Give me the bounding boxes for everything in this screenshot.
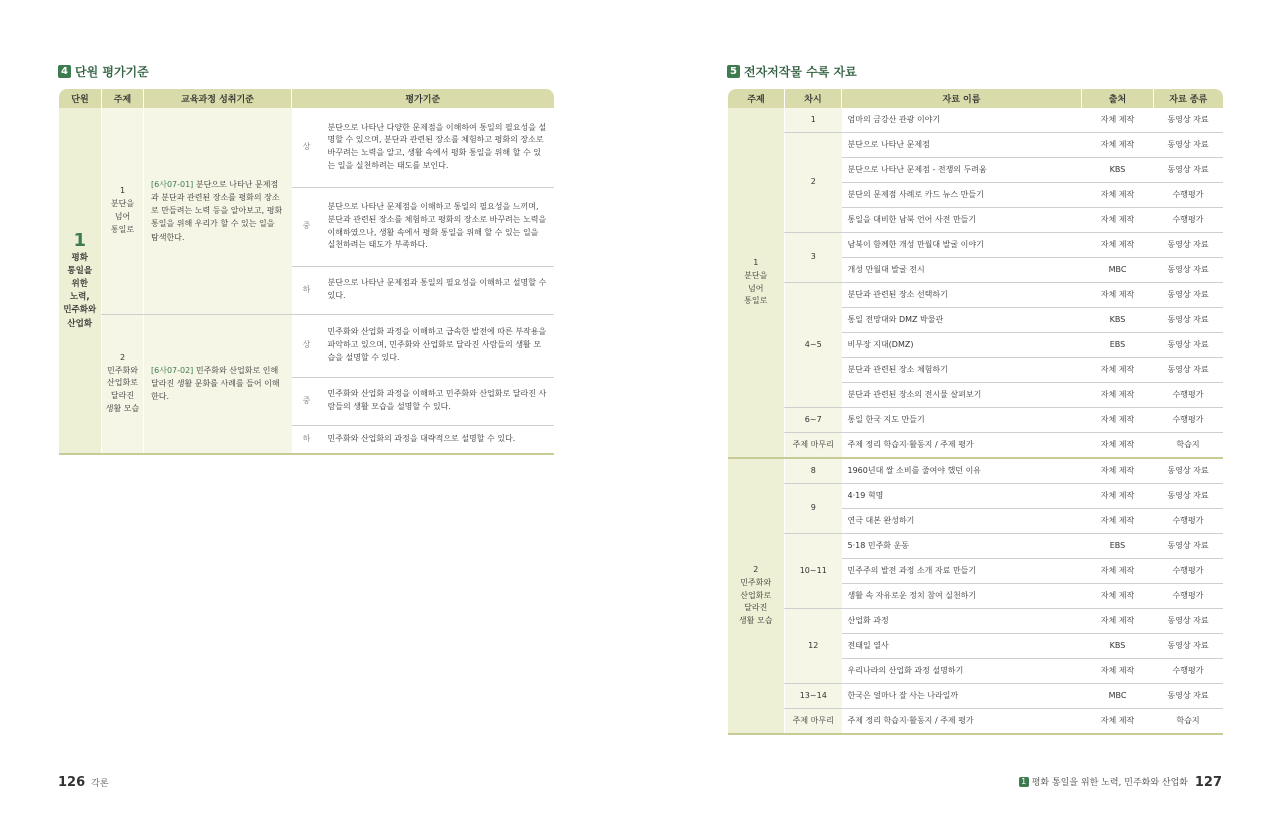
material-name: 분단과 관련된 장소의 전시물 살펴보기 (842, 383, 1082, 408)
material-type: 수행평가 (1154, 509, 1223, 534)
material-source: 자체 제작 (1082, 408, 1154, 433)
material-source: 자체 제작 (1082, 559, 1154, 584)
material-name: 5·18 민주화 운동 (842, 534, 1082, 559)
material-type: 동영상 자료 (1154, 484, 1223, 509)
material-source: 자체 제작 (1082, 484, 1154, 509)
material-source: 자체 제작 (1082, 358, 1154, 383)
left-footer (58, 775, 109, 790)
material-name: 산업화 과정 (842, 609, 1082, 634)
material-name: 분단으로 나타난 문제점 - 전쟁의 두려움 (842, 158, 1082, 183)
right-footer-label: 평화 통일을 위한 노력, 민주화와 산업화 (1031, 778, 1188, 788)
header-topic: 주제 (728, 89, 785, 108)
header-source: 출처 (1082, 89, 1154, 108)
material-type: 동영상 자료 (1154, 133, 1223, 158)
material-source: 자체 제작 (1082, 283, 1154, 308)
session-cell: 2 (785, 133, 842, 233)
criteria-2-high: 민주화와 산업화 과정을 이해하고 급속한 발전에 따른 부작용을 파악하고 있으며, 민주화와 산업화로 달라진 사람들의 생활 모습을 설명할 수 있다. (322, 314, 554, 377)
criteria-1-mid: 분단으로 나타난 문제점을 이해하고 통일의 필요성을 느끼며, 분단과 관련된 장소를 체험하고 평화의 장소로 바꾸려는 노력을 이해하였으나, 생활 속에서 평화 통일을 위해 할 수 있는 일을 실천하려는 태도가 부족하다. (322, 187, 554, 266)
level-2-mid: 중 (292, 377, 322, 425)
material-row (728, 283, 1223, 308)
topic-cell: 1 분단을 넘어 통일로 (728, 108, 785, 458)
material-source: MBC (1082, 684, 1154, 709)
material-name: 주제 정리 학습지·활동지 / 주제 평가 (842, 709, 1082, 735)
left-page-number: 126 (58, 775, 86, 790)
material-name: 민주주의 발전 과정 소개 자료 만들기 (842, 559, 1082, 584)
standard-2-cell (144, 314, 292, 454)
right-page-number: 127 (1194, 775, 1222, 790)
material-row (728, 609, 1223, 634)
material-type: 동영상 자료 (1154, 283, 1223, 308)
material-source: 자체 제작 (1082, 709, 1154, 735)
material-type: 수행평가 (1154, 208, 1223, 233)
material-type: 동영상 자료 (1154, 233, 1223, 258)
standard-1-cell (144, 108, 292, 314)
material-source: 자체 제작 (1082, 133, 1154, 158)
material-type: 수행평가 (1154, 408, 1223, 433)
material-source: MBC (1082, 258, 1154, 283)
material-row (728, 133, 1223, 158)
material-source: 자체 제작 (1082, 458, 1154, 484)
chapter-badge: 1 (1019, 777, 1029, 787)
material-source: KBS (1082, 634, 1154, 659)
standard-1-code: [6사07-01] (151, 179, 194, 189)
session-cell: 13~14 (785, 684, 842, 709)
session-cell: 6~7 (785, 408, 842, 433)
evaluation-criteria-table (58, 89, 554, 455)
digital-materials-table (727, 89, 1223, 735)
level-2-high: 상 (292, 314, 322, 377)
material-type: 동영상 자료 (1154, 258, 1223, 283)
session-cell: 주제 마무리 (785, 709, 842, 735)
section-number-badge: 5 (727, 65, 740, 78)
material-type: 동영상 자료 (1154, 634, 1223, 659)
material-row (728, 484, 1223, 509)
criteria-2-low: 민주화와 산업화의 과정을 대략적으로 설명할 수 있다. (322, 425, 554, 454)
material-name: 1960년대 쌀 소비를 줄여야 했던 이유 (842, 458, 1082, 484)
material-name: 분단과 관련된 장소 체험하기 (842, 358, 1082, 383)
material-source: 자체 제작 (1082, 233, 1154, 258)
material-row (728, 709, 1223, 735)
material-type: 수행평가 (1154, 659, 1223, 684)
material-source: 자체 제작 (1082, 383, 1154, 408)
material-name: 연극 대본 완성하기 (842, 509, 1082, 534)
material-source: 자체 제작 (1082, 584, 1154, 609)
section-number-badge: 4 (58, 65, 71, 78)
session-cell: 9 (785, 484, 842, 534)
section-title-text: 전자저작물 수록 자료 (744, 65, 857, 79)
session-cell: 1 (785, 108, 842, 133)
level-1-mid: 중 (292, 187, 322, 266)
material-name: 분단의 문제점 사례로 카드 뉴스 만들기 (842, 183, 1082, 208)
material-source: 자체 제작 (1082, 433, 1154, 459)
session-cell: 4~5 (785, 283, 842, 408)
session-cell: 12 (785, 609, 842, 684)
material-name: 분단과 관련된 장소 선택하기 (842, 283, 1082, 308)
material-row (728, 108, 1223, 133)
material-name: 통일 전망대와 DMZ 박물관 (842, 308, 1082, 333)
criteria-1-high: 분단으로 나타난 다양한 문제점을 이해하여 통일의 필요성을 설명할 수 있으며, 분단과 관련된 장소를 체험하고 평화의 장소로 바꾸려는 노력을 알고, 생활 속에서 평화 통일을 위해 할 수 있는 일을 실천하려는 태도를 보인다. (322, 108, 554, 187)
material-name: 주제 정리 학습지·활동지 / 주제 평가 (842, 433, 1082, 459)
criteria-2-mid: 민주화와 산업화 과정을 이해하고 민주화와 산업화로 달라진 사람들의 생활 모습을 설명할 수 있다. (322, 377, 554, 425)
level-1-low: 하 (292, 266, 322, 314)
header-material-name: 자료 이름 (842, 89, 1082, 108)
topic-1-cell: 1 분단을 넘어 통일로 (102, 108, 144, 314)
material-type: 동영상 자료 (1154, 333, 1223, 358)
material-row (728, 684, 1223, 709)
material-row (728, 458, 1223, 484)
material-name: 분단으로 나타난 문제점 (842, 133, 1082, 158)
header-standard: 교육과정 성취기준 (144, 89, 292, 108)
section-4-title (58, 63, 149, 80)
material-type: 동영상 자료 (1154, 458, 1223, 484)
criteria-1-low: 분단으로 나타난 문제점과 통일의 필요성을 이해하고 설명할 수 있다. (322, 266, 554, 314)
material-source: KBS (1082, 308, 1154, 333)
material-name: 우리나라의 산업화 과정 설명하기 (842, 659, 1082, 684)
level-2-low: 하 (292, 425, 322, 454)
standard-1-text: 분단으로 나타난 문제점과 분단과 관련된 장소를 평화의 장소로 만들려는 노력 등을 알아보고, 평화 통일을 위해 우리가 할 수 있는 일을 탐색한다. (151, 179, 283, 242)
header-session: 차시 (785, 89, 842, 108)
material-row (728, 233, 1223, 258)
level-1-high: 상 (292, 108, 322, 187)
header-criteria: 평가기준 (292, 89, 554, 108)
header-unit: 단원 (59, 89, 102, 108)
material-name: 엄마의 금강산 관광 이야기 (842, 108, 1082, 133)
left-footer-label: 각론 (91, 779, 109, 789)
material-type: 학습지 (1154, 433, 1223, 459)
unit-cell (59, 108, 102, 454)
materials-body (728, 108, 1223, 734)
material-source: 자체 제작 (1082, 108, 1154, 133)
material-type: 동영상 자료 (1154, 534, 1223, 559)
session-cell: 10~11 (785, 534, 842, 609)
material-type: 학습지 (1154, 709, 1223, 735)
material-source: KBS (1082, 158, 1154, 183)
material-type: 수행평가 (1154, 383, 1223, 408)
material-source: 자체 제작 (1082, 183, 1154, 208)
material-name: 통일을 대비한 남북 언어 사전 만들기 (842, 208, 1082, 233)
material-type: 동영상 자료 (1154, 108, 1223, 133)
material-source: 자체 제작 (1082, 509, 1154, 534)
material-source: 자체 제작 (1082, 659, 1154, 684)
material-type: 동영상 자료 (1154, 308, 1223, 333)
material-row (728, 408, 1223, 433)
material-type: 수행평가 (1154, 183, 1223, 208)
topic-cell: 2 민주화와 산업화로 달라진 생활 모습 (728, 458, 785, 734)
material-name: 4·19 혁명 (842, 484, 1082, 509)
standard-2-text: 민주화와 산업화로 인해 달라진 생활 문화를 사례를 들어 이해한다. (151, 365, 280, 402)
standard-2-code: [6사07-02] (151, 365, 194, 375)
material-name: 비무장 지대(DMZ) (842, 333, 1082, 358)
material-name: 전태일 열사 (842, 634, 1082, 659)
material-source: 자체 제작 (1082, 609, 1154, 634)
topic-2-cell: 2 민주화와 산업화로 달라진 생활 모습 (102, 314, 144, 454)
material-type: 동영상 자료 (1154, 158, 1223, 183)
unit-title: 평화 통일을 위한 노력, 민주화와 산업화 (63, 252, 97, 329)
material-type: 동영상 자료 (1154, 609, 1223, 634)
section-title-text: 단원 평가기준 (75, 65, 149, 79)
material-source: EBS (1082, 534, 1154, 559)
header-topic: 주제 (102, 89, 144, 108)
material-source: 자체 제작 (1082, 208, 1154, 233)
unit-number: 1 (73, 230, 87, 252)
material-name: 생활 속 자유로운 정치 참여 실천하기 (842, 584, 1082, 609)
material-type: 수행평가 (1154, 584, 1223, 609)
session-cell: 3 (785, 233, 842, 283)
material-type: 수행평가 (1154, 559, 1223, 584)
material-name: 개성 만월대 발굴 전시 (842, 258, 1082, 283)
material-row (728, 433, 1223, 459)
material-row (728, 534, 1223, 559)
material-type: 동영상 자료 (1154, 684, 1223, 709)
material-type: 동영상 자료 (1154, 358, 1223, 383)
section-5-title (727, 63, 857, 80)
material-source: EBS (1082, 333, 1154, 358)
header-material-type: 자료 종류 (1154, 89, 1223, 108)
material-name: 남북이 함께한 개성 만월대 발굴 이야기 (842, 233, 1082, 258)
material-name: 한국은 얼마나 잘 사는 나라일까 (842, 684, 1082, 709)
session-cell: 8 (785, 458, 842, 484)
session-cell: 주제 마무리 (785, 433, 842, 459)
right-footer-label-group (1019, 775, 1188, 788)
material-name: 통일 한국 지도 만들기 (842, 408, 1082, 433)
